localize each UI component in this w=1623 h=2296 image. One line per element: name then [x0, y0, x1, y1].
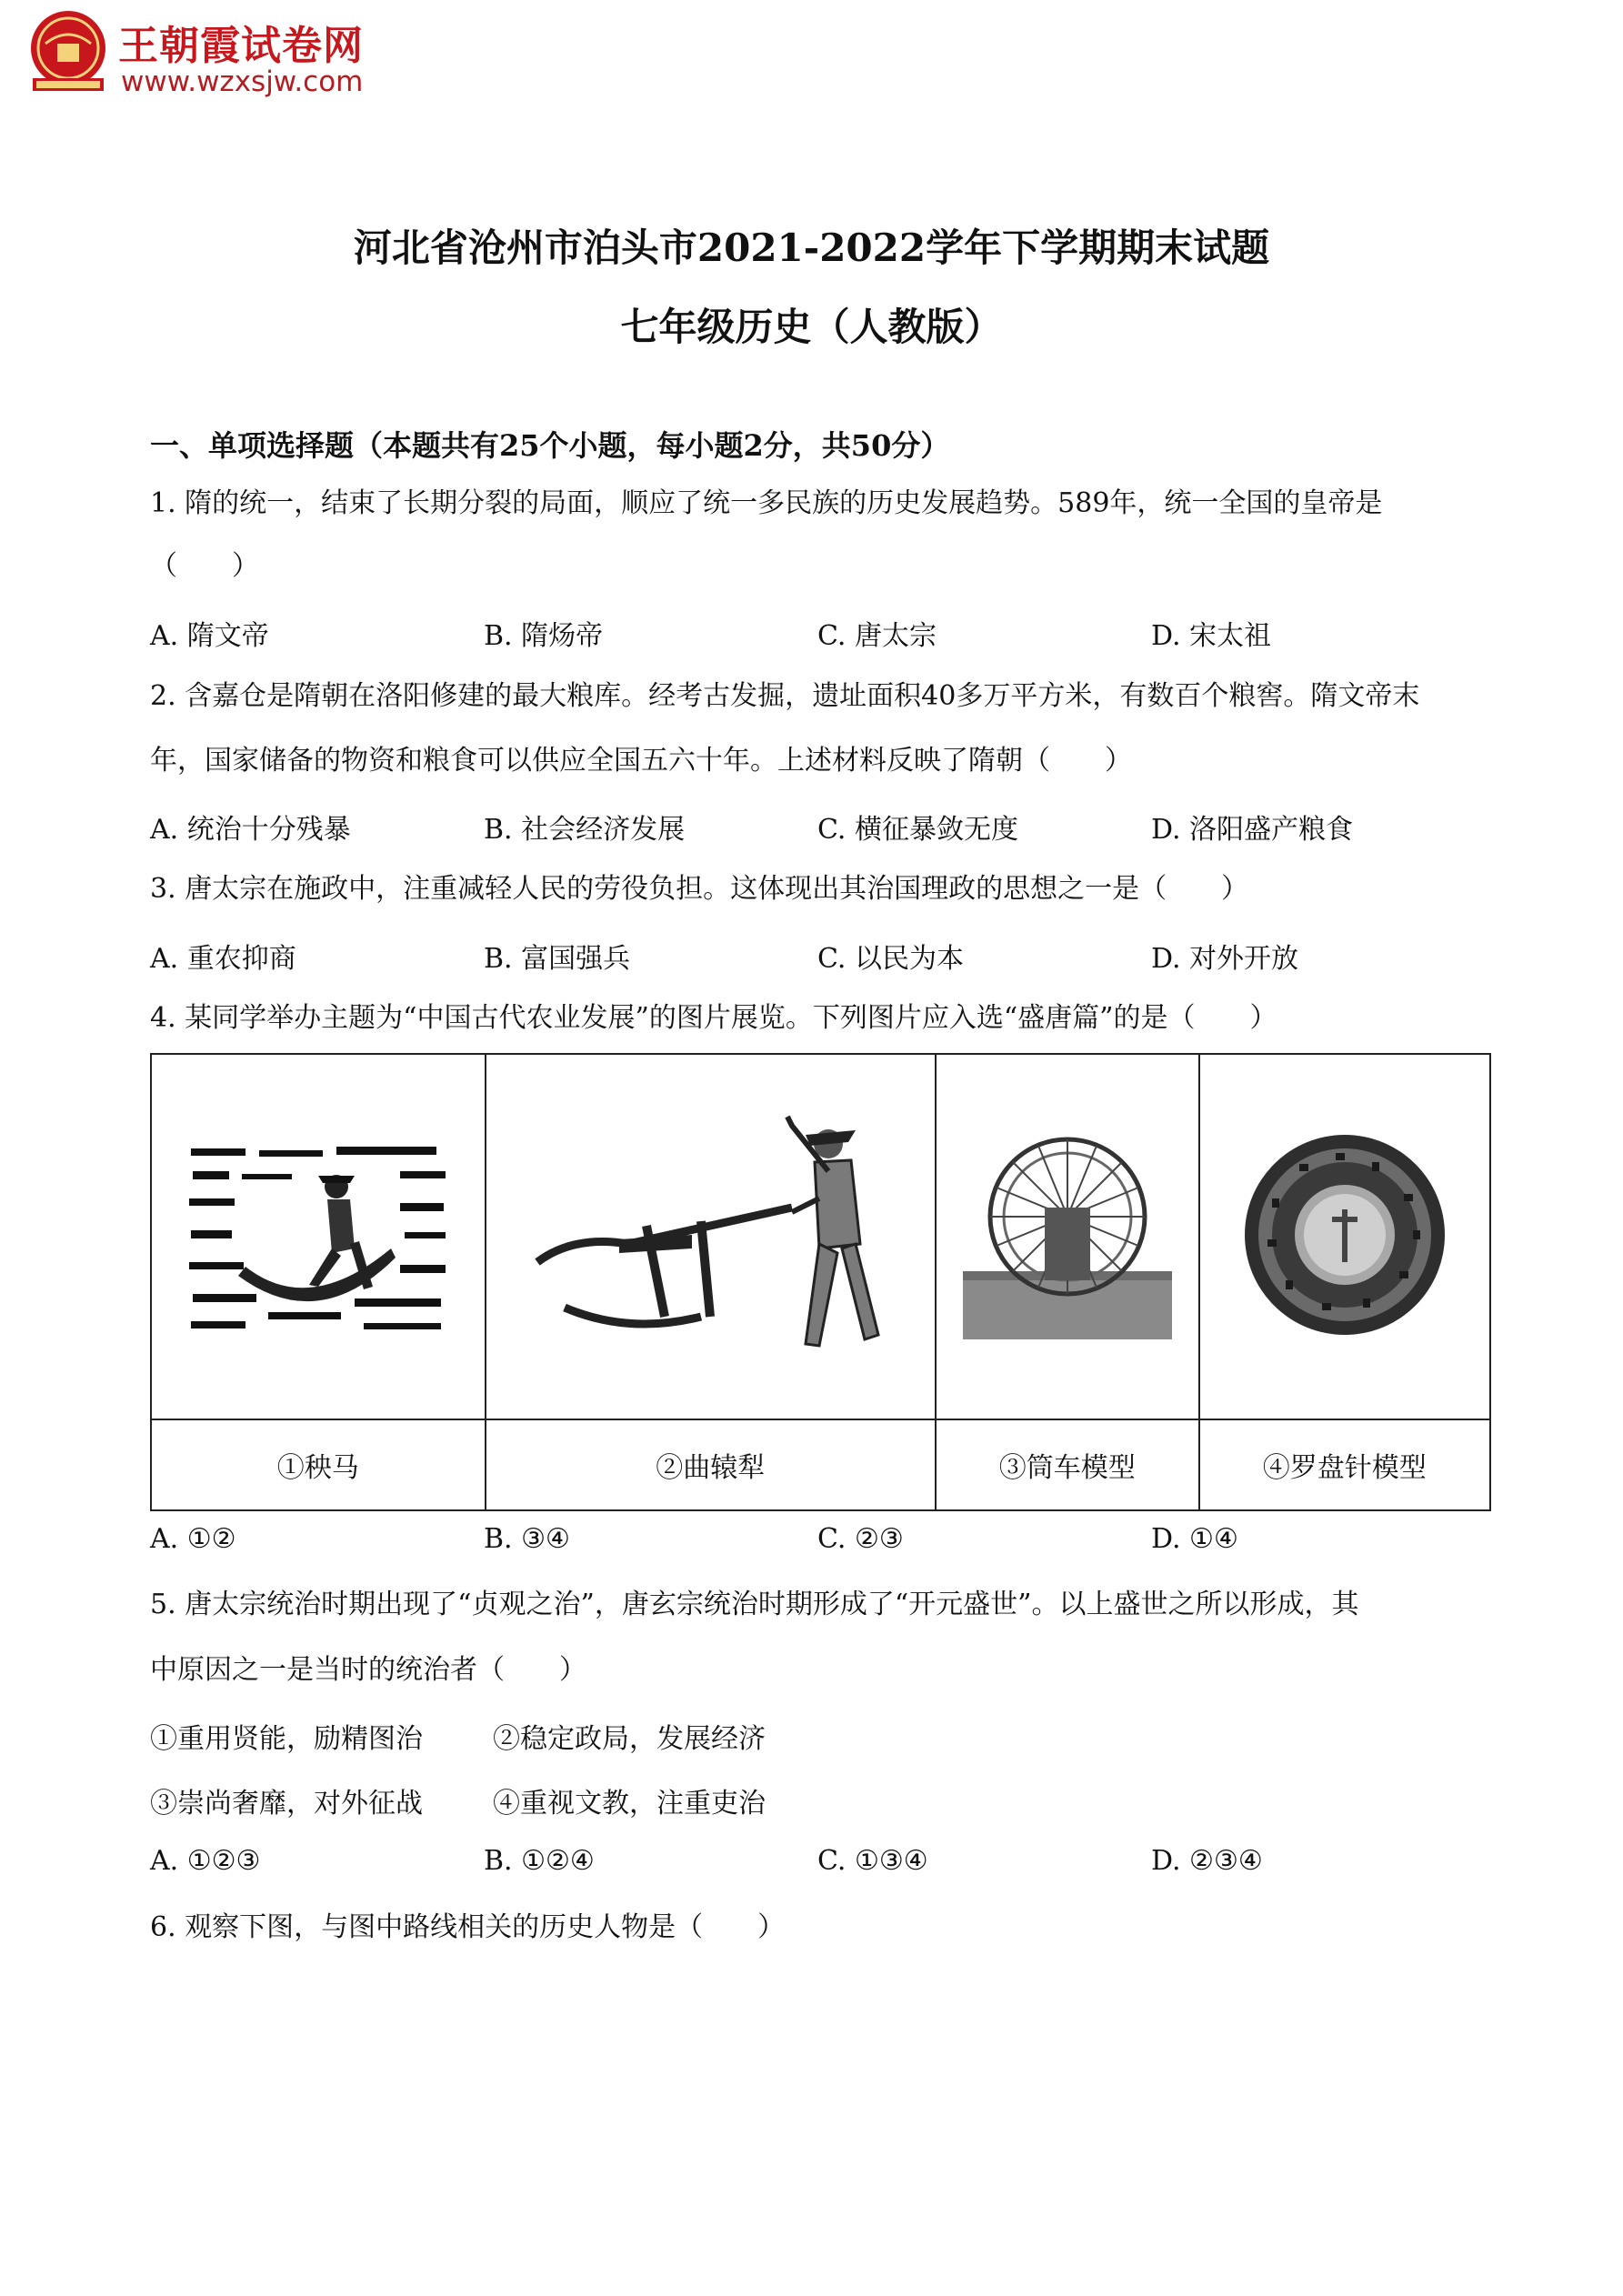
tongche-model-photo [958, 1117, 1177, 1353]
question-4-image-table [150, 1053, 1491, 1511]
question-5-option-c: C. ①③④ [817, 1845, 928, 1877]
question-2-option-b: B. 社会经济发展 [484, 814, 686, 846]
question-3-option-c: C. 以民为本 [817, 943, 964, 975]
question-4-line-1: 4. 某同学举办主题为“中国古代农业发展”的图片展览。下列图片应入选“盛唐篇”的是（ ） [150, 1002, 1277, 1034]
yangma-illustration [182, 1130, 455, 1339]
question-4-option-b: B. ③④ [484, 1523, 570, 1555]
question-1-option-b: B. 隋炀帝 [484, 620, 604, 652]
question-1-line-1: 1. 隋的统一，结束了长期分裂的局面，顺应了统一多民族的历史发展趋势。589年，统一全国的皇帝是 [150, 487, 1383, 519]
question-5-statement-3: ③崇尚奢靡，对外征战 [150, 1788, 423, 1820]
question-3-line-1: 3. 唐太宗在施政中，注重减轻人民的劳役负担。这体现出其治国理政的思想之一是（ ） [150, 873, 1249, 905]
question-5-option-b: B. ①②④ [484, 1845, 595, 1877]
question-5-statement-2: ②稳定政局，发展经济 [493, 1723, 766, 1755]
question-3-option-d: D. 对外开放 [1151, 943, 1299, 975]
question-2-line-2: 年，国家储备的物资和粮食可以供应全国五六十年。上述材料反映了隋朝（ ） [150, 745, 1132, 777]
image-cell-yangma [151, 1054, 486, 1419]
site-brand-name: 王朝霞试卷网 [118, 23, 364, 69]
caption-tongche: ③筒车模型 [936, 1419, 1199, 1510]
question-6-line-1: 6. 观察下图，与图中路线相关的历史人物是（ ） [150, 1911, 786, 1943]
question-5-statement-1: ①重用贤能，励精图治 [150, 1723, 423, 1755]
image-cell-quyuanli [486, 1054, 936, 1419]
question-1-option-d: D. 宋太祖 [1151, 620, 1272, 652]
question-5-option-d: D. ②③④ [1151, 1845, 1263, 1877]
site-logo-seal [27, 7, 109, 94]
question-5-line-2: 中原因之一是当时的统治者（ ） [150, 1654, 586, 1686]
caption-yangma: ①秧马 [151, 1419, 486, 1510]
question-1-option-a: A. 隋文帝 [150, 620, 269, 652]
caption-quyuanli: ②曲辕犁 [486, 1419, 936, 1510]
question-4-option-c: C. ②③ [817, 1523, 904, 1555]
site-url[interactable]: www.wzxsjw.com [121, 65, 364, 98]
question-2-option-a: A. 统治十分残暴 [150, 814, 351, 846]
question-2-option-c: C. 横征暴敛无度 [817, 814, 1018, 846]
question-3-option-b: B. 富国强兵 [484, 943, 631, 975]
question-4-option-a: A. ①② [150, 1523, 236, 1555]
question-5-line-1: 5. 唐太宗统治时期出现了“贞观之治”，唐玄宗统治时期形成了“开元盛世”。以上盛世之所以形成，其 [150, 1589, 1359, 1620]
question-1-line-2: （ ） [150, 550, 259, 582]
question-5-statement-4: ④重视文教，注重吏治 [493, 1788, 766, 1820]
question-5-option-a: A. ①②③ [150, 1845, 261, 1877]
exam-subtitle: 七年级历史（人教版） [620, 305, 1003, 349]
question-1-option-c: C. 唐太宗 [817, 620, 937, 652]
question-3-option-a: A. 重农抑商 [150, 943, 296, 975]
exam-title: 河北省沧州市泊头市2021-2022学年下学期期末试题 [353, 226, 1270, 270]
caption-luopan: ④罗盘针模型 [1199, 1419, 1490, 1510]
image-cell-tongche [936, 1054, 1199, 1419]
question-4-option-d: D. ①④ [1151, 1523, 1238, 1555]
question-2-line-1: 2. 含嘉仓是隋朝在洛阳修建的最大粮库。经考古发掘，遗址面积40多万平方米，有数百个粮窖。隋文帝末 [150, 680, 1420, 712]
image-cell-luopan [1199, 1054, 1490, 1419]
question-2-option-d: D. 洛阳盛产粮食 [1151, 814, 1354, 846]
quyuanli-illustration [519, 1098, 901, 1371]
luopan-model-photo [1236, 1126, 1454, 1344]
section-heading: 一、单项选择题（本题共有25个小题，每小题2分，共50分） [150, 428, 950, 463]
